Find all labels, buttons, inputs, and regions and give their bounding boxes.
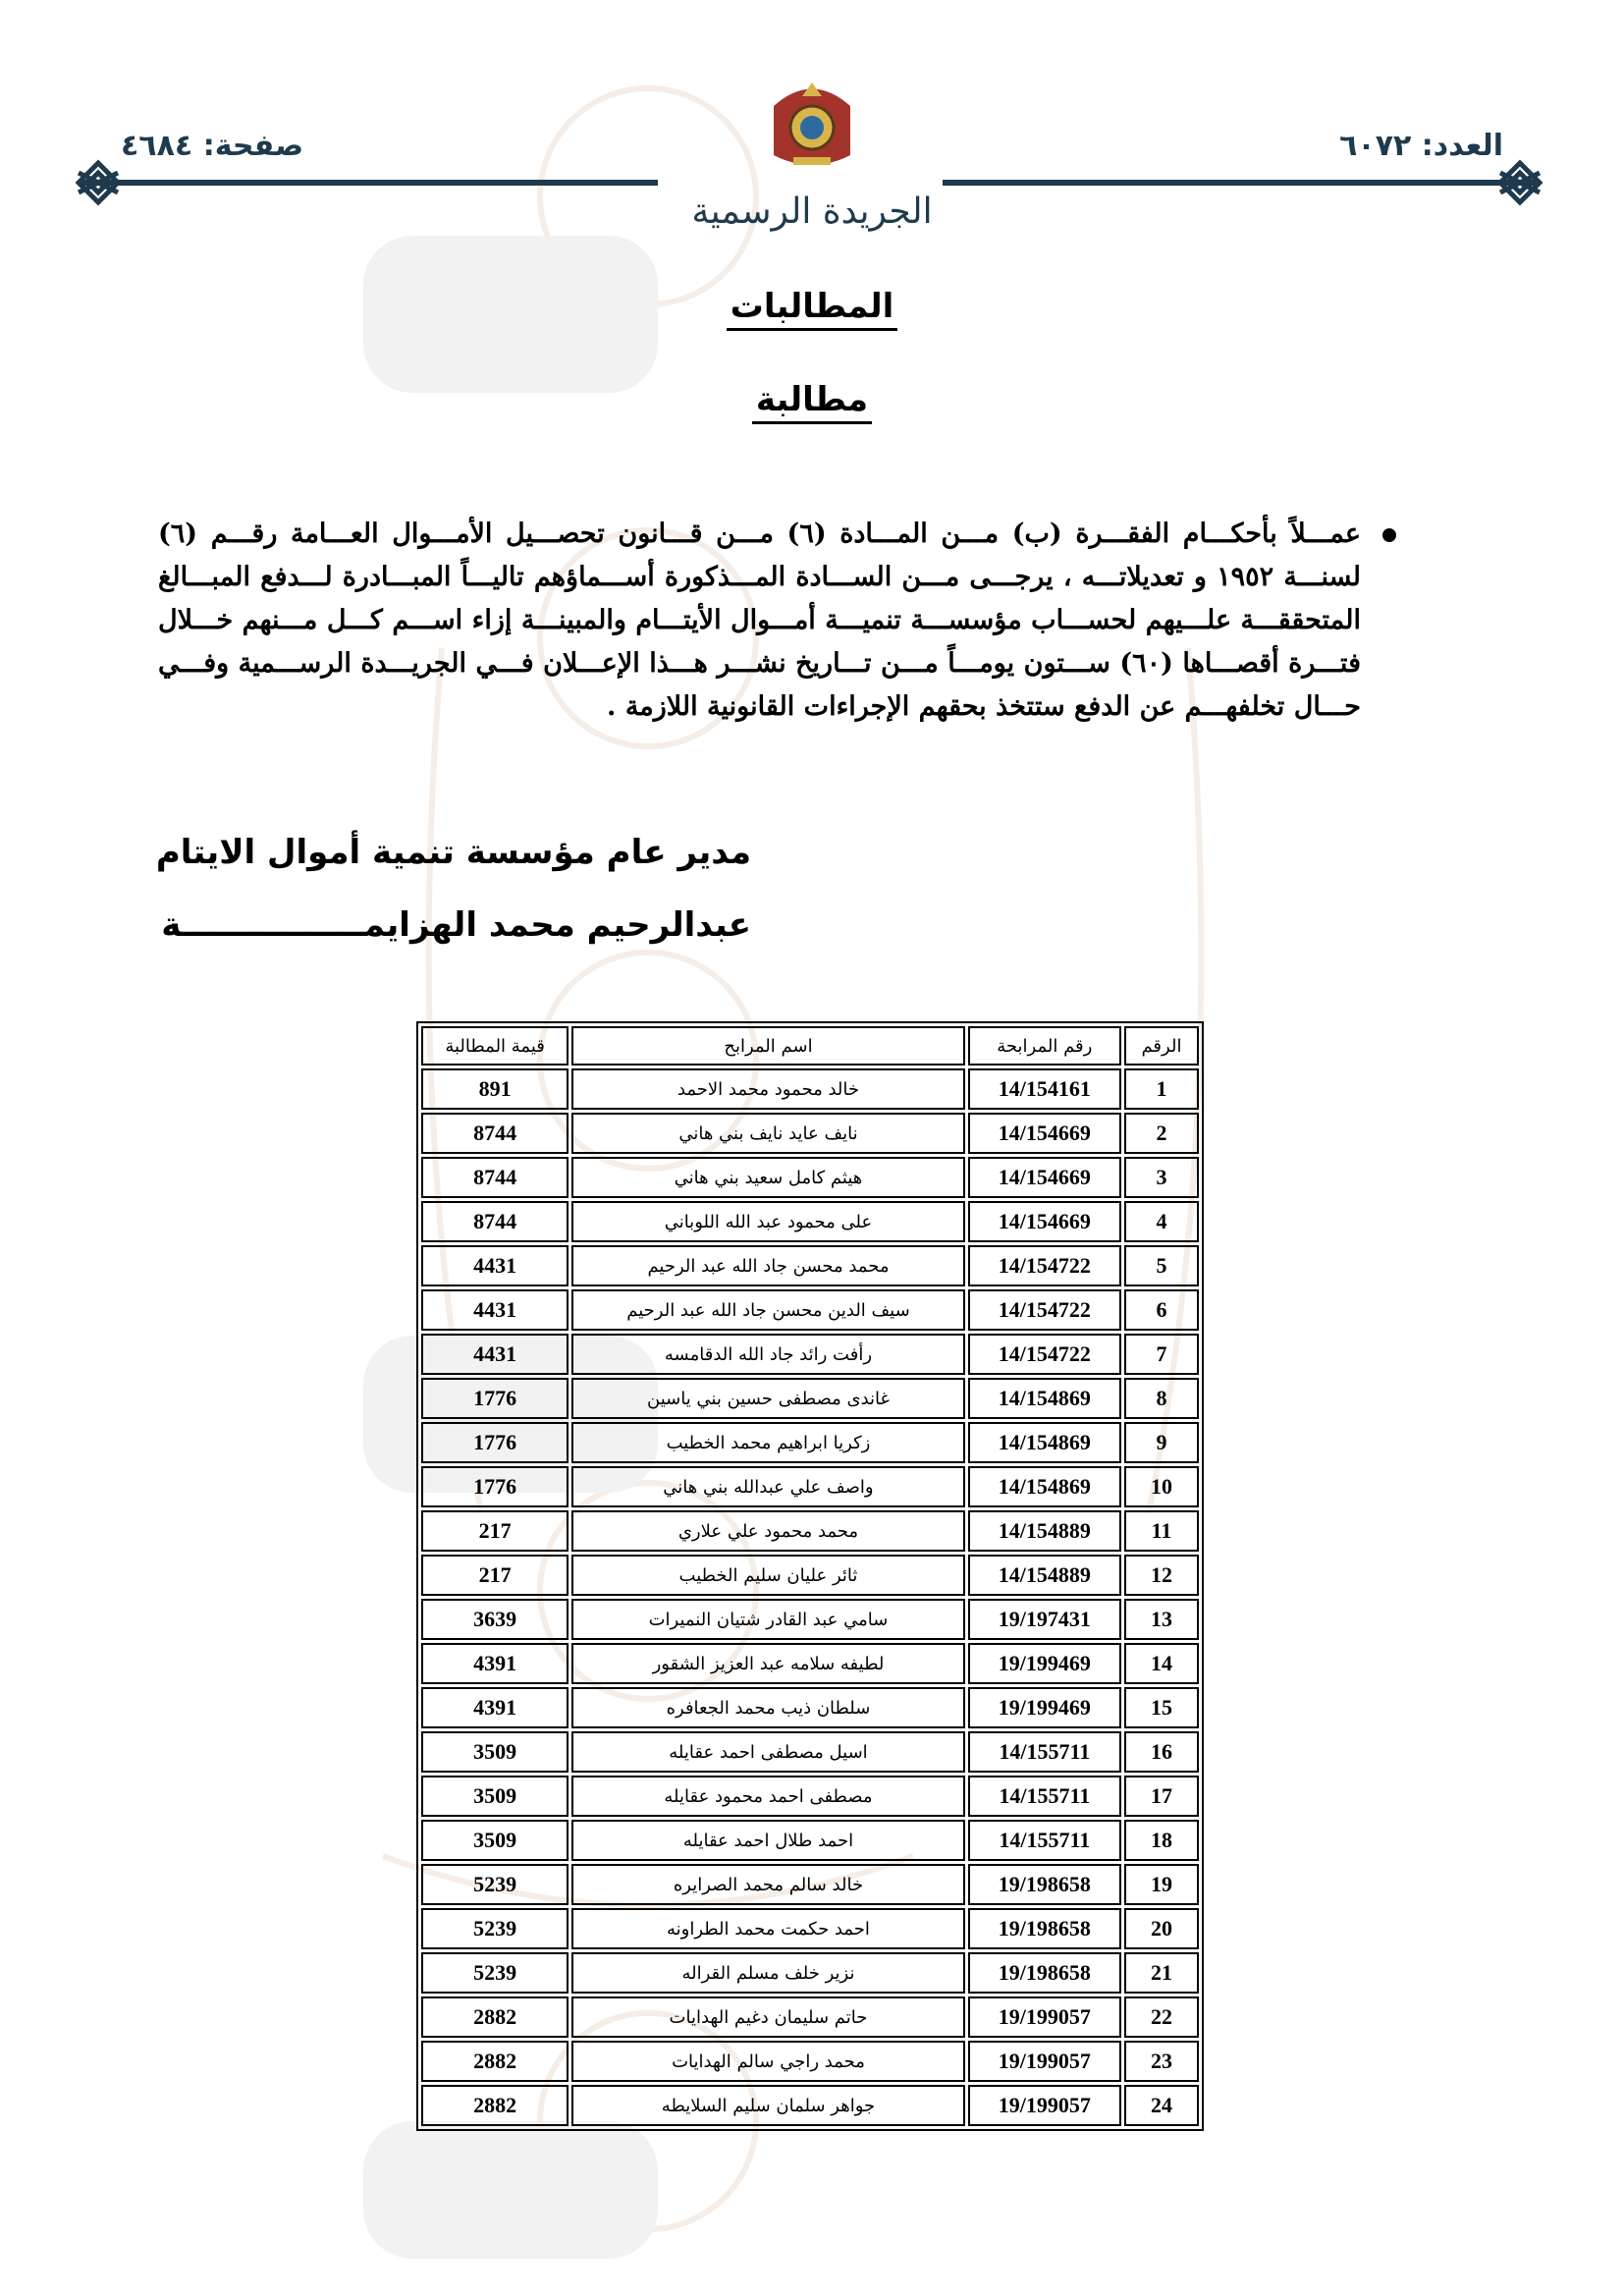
table-row [421,1687,1199,1728]
cell-name: اسيل مصطفى احمد عقايله [571,1731,965,1773]
cell-name: غاندى مصطفى حسين بني ياسين [571,1378,965,1419]
table-row [421,1422,1199,1463]
table-row [421,1245,1199,1286]
cell-name: سامي عبد القادر شتيان النميرات [571,1599,965,1640]
cell-ref: 19/198658 [968,1908,1121,1949]
cell-name: مصطفى احمد محمود عقايله [571,1776,965,1817]
cell-amount: 2882 [421,2085,568,2126]
cell-amount: 1776 [421,1466,568,1507]
cell-ref: 14/154869 [968,1422,1121,1463]
cell-name: احمد طلال احمد عقايله [571,1820,965,1861]
cell-no: 5 [1124,1245,1199,1286]
notice-title-text: مطالبة [752,380,872,424]
coat-of-arms-icon [764,77,860,175]
cell-amount: 2882 [421,2041,568,2082]
cell-ref: 19/198658 [968,1952,1121,1994]
cell-no: 12 [1124,1555,1199,1596]
cell-amount: 2882 [421,1996,568,2038]
cell-amount: 4431 [421,1334,568,1375]
cell-name: سيف الدين محسن جاد الله عبد الرحيم [571,1289,965,1331]
cell-no: 13 [1124,1599,1199,1640]
cell-amount: 4431 [421,1245,568,1286]
cell-amount: 1776 [421,1422,568,1463]
cell-amount: 8744 [421,1113,568,1154]
cell-amount: 3639 [421,1599,568,1640]
gazette-title: الجريدة الرسمية [691,191,933,232]
cell-amount: 4391 [421,1687,568,1728]
table-row [421,1466,1199,1507]
cell-amount: 5239 [421,1952,568,1994]
ornament-knot-icon [71,157,126,208]
cell-name: احمد حكمت محمد الطراونه [571,1908,965,1949]
cell-no: 9 [1124,1422,1199,1463]
cell-name: محمد محمود علي علاري [571,1510,965,1552]
cell-amount: 3509 [421,1820,568,1861]
cell-name: ثائر عليان سليم الخطيب [571,1555,965,1596]
cell-name: حاتم سليمان دغيم الهدايات [571,1996,965,2038]
cell-no: 22 [1124,1996,1199,2038]
table-row [421,1068,1199,1110]
table-row [421,1599,1199,1640]
cell-no: 18 [1124,1820,1199,1861]
cell-name: نزير خلف مسلم القراله [571,1952,965,1994]
table-row [421,1113,1199,1154]
cell-name: سلطان ذيب محمد الجعافره [571,1687,965,1728]
section-title-text: المطالبات [727,287,898,331]
cell-no: 20 [1124,1908,1199,1949]
cell-ref: 14/154669 [968,1113,1121,1154]
cell-no: 8 [1124,1378,1199,1419]
table-row [421,1996,1199,2038]
table-row [421,1952,1199,1994]
cell-name: محمد راجي سالم الهدايات [571,2041,965,2082]
cell-ref: 14/154669 [968,1157,1121,1198]
cell-ref: 19/198658 [968,1864,1121,1905]
cell-ref: 14/154161 [968,1068,1121,1110]
cell-amount: 4431 [421,1289,568,1331]
cell-no: 6 [1124,1289,1199,1331]
table-row [421,1378,1199,1419]
cell-name: لطيفه سلامه عبد العزيز الشقور [571,1643,965,1684]
table-row [421,1820,1199,1861]
cell-ref: 14/155711 [968,1776,1121,1817]
cell-no: 19 [1124,1864,1199,1905]
cell-no: 17 [1124,1776,1199,1817]
header-amount: قيمة المطالبة [421,1026,568,1066]
cell-ref: 14/154889 [968,1510,1121,1552]
cell-ref: 14/155711 [968,1731,1121,1773]
cell-amount: 8744 [421,1201,568,1242]
cell-amount: 217 [421,1555,568,1596]
signatory-title: مدير عام مؤسسة تنمية أموال الايتام [155,833,751,872]
header-rule-left [79,180,658,186]
signatory-name: عبدالرحيم محمد الهزايمــــــــــــــــة [161,905,751,945]
cell-ref: 19/199057 [968,1996,1121,2038]
header-no: الرقم [1124,1026,1199,1066]
cell-ref: 19/199469 [968,1643,1121,1684]
cell-ref: 14/154869 [968,1466,1121,1507]
cell-amount: 1776 [421,1378,568,1419]
cell-amount: 4391 [421,1643,568,1684]
cell-ref: 14/155711 [968,1820,1121,1861]
table-row [421,1157,1199,1198]
page-number: صفحة: ٤٦٨٤ [121,129,304,163]
table-row [421,1776,1199,1817]
cell-no: 15 [1124,1687,1199,1728]
cell-no: 4 [1124,1201,1199,1242]
cell-no: 14 [1124,1643,1199,1684]
table-row [421,1643,1199,1684]
cell-no: 16 [1124,1731,1199,1773]
cell-amount: 5239 [421,1864,568,1905]
cell-ref: 19/197431 [968,1599,1121,1640]
cell-name: واصف علي عبدالله بني هاني [571,1466,965,1507]
section-title [0,287,1624,326]
cell-name: رأفت رائد جاد الله الدقامسه [571,1334,965,1375]
cell-ref: 14/154722 [968,1289,1121,1331]
cell-name: جواهر سلمان سليم السلايطه [571,2085,965,2126]
cell-name: محمد محسن جاد الله عبد الرحيم [571,1245,965,1286]
claims-table [416,1021,1204,2131]
header-ref: رقم المرابحة [968,1026,1121,1066]
ornament-knot-icon [1492,157,1547,208]
table-row [421,2041,1199,2082]
header-name: اسم المرابح [571,1026,965,1066]
cell-amount: 5239 [421,1908,568,1949]
cell-name: خالد محمود محمد الاحمد [571,1068,965,1110]
table-row [421,1908,1199,1949]
cell-ref: 14/154722 [968,1245,1121,1286]
cell-ref: 14/154669 [968,1201,1121,1242]
cell-amount: 3509 [421,1776,568,1817]
cell-ref: 14/154722 [968,1334,1121,1375]
cell-amount: 8744 [421,1157,568,1198]
cell-amount: 3509 [421,1731,568,1773]
cell-no: 2 [1124,1113,1199,1154]
cell-no: 23 [1124,2041,1199,2082]
cell-no: 24 [1124,2085,1199,2126]
cell-no: 21 [1124,1952,1199,1994]
table-row [421,1201,1199,1242]
table-row [421,1289,1199,1331]
table-row [421,2085,1199,2126]
cell-name: هيثم كامل سعيد بني هاني [571,1157,965,1198]
table-header-row [421,1026,1199,1066]
cell-no: 11 [1124,1510,1199,1552]
cell-ref: 19/199057 [968,2041,1121,2082]
cell-ref: 19/199057 [968,2085,1121,2126]
cell-name: نايف عايد نايف بني هاني [571,1113,965,1154]
table-row [421,1731,1199,1773]
cell-ref: 19/199469 [968,1687,1121,1728]
table-row [421,1510,1199,1552]
cell-no: 1 [1124,1068,1199,1110]
cell-no: 10 [1124,1466,1199,1507]
cell-amount: 217 [421,1510,568,1552]
notice-paragraph [158,513,1396,729]
cell-ref: 14/154869 [968,1378,1121,1419]
table-row [421,1864,1199,1905]
cell-no: 3 [1124,1157,1199,1198]
table-row [421,1555,1199,1596]
cell-name: زكريا ابراهيم محمد الخطيب [571,1422,965,1463]
cell-name: على محمود عبد الله اللوباني [571,1201,965,1242]
cell-amount: 891 [421,1068,568,1110]
issue-number: العدد: ٦٠٧٢ [1339,129,1503,163]
bullet-icon [1382,528,1396,542]
cell-ref: 14/154889 [968,1555,1121,1596]
notice-text: عمـــلاً بأحكـــام الفقـــرة (ب) مـــن المـــادة (٦) مـــن قـــانون تحصـــيل الأمـــوال العـــامة رقـــم (٦) لسنـــة ١٩٥٢ و تعديلاتـــه ، يرجـــى مـــن الســـادة المـــذكورة أســـماؤهم تاليـــاً المبـــادرة لـــدفع المبـــالغ المتحققـــة علـــيهم لحســـاب مؤسســـة تنميـــة أمـــوال الأيتـــام والمبينـــة إزاء اســـم كـــل مـــنهم خـــلال فتـــرة أقصـــاها (٦٠) ســـتون يومـــاً مـــن تـــاريخ نشـــر هـــذا الإعـــلان فـــي الجريـــدة الرســـمية وفـــي حـــال تخلفهـــم عن الدفع ستتخذ بحقهم الإجراءات القانونية اللازمة . [158,519,1361,722]
table-row [421,1334,1199,1375]
header-rule-right [943,180,1540,186]
notice-title [0,380,1624,419]
cell-name: خالد سالم محمد الصرايره [571,1864,965,1905]
cell-no: 7 [1124,1334,1199,1375]
